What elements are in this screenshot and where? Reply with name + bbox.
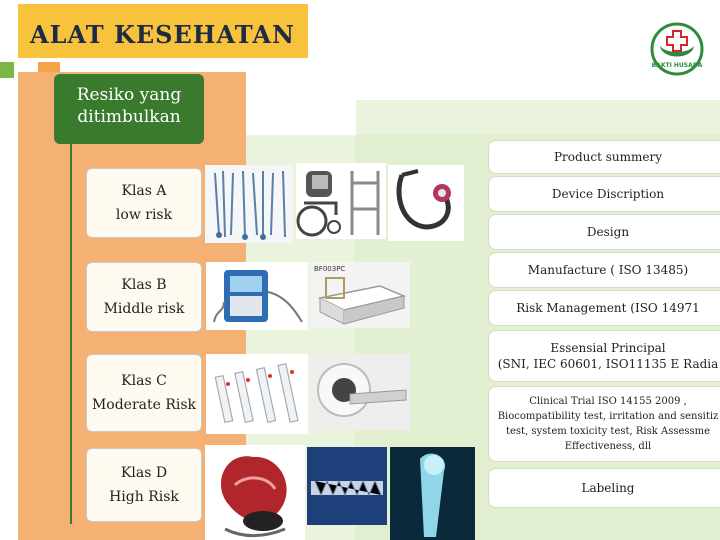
stage-clinical-trial <box>488 386 720 462</box>
class-d-risk: High Risk <box>109 489 179 505</box>
stage-labeling <box>488 468 720 508</box>
stage-risk-management <box>488 290 720 326</box>
stage-essensial-line2: (SNI, IEC 60601, ISO11135 E Radia <box>497 357 719 371</box>
stent-image <box>307 447 387 525</box>
stage-product-summery <box>488 140 720 174</box>
stage-design <box>488 214 720 250</box>
page-title: ALAT KESEHATAN <box>30 20 295 49</box>
risk-header-box <box>54 74 204 144</box>
stage-labeling-label: Labeling <box>581 481 635 495</box>
stage-device-discription-label: Device Discription <box>551 187 665 201</box>
class-c-label: Klas C <box>121 373 167 389</box>
wheelchair-image <box>296 163 344 239</box>
stage-device-discription <box>488 176 720 212</box>
connector-line <box>70 144 72 524</box>
syringes-image <box>206 354 308 434</box>
class-c-risk: Moderate Risk <box>91 397 197 413</box>
stage-essensial-line1: Essensial Principal <box>550 341 666 355</box>
surgical-instruments-image <box>205 165 293 243</box>
class-b-box <box>86 262 202 332</box>
stethoscope-image <box>388 165 464 241</box>
stage-panel-white <box>246 100 356 135</box>
ct-scanner-image <box>310 354 410 430</box>
class-c-box <box>86 354 202 432</box>
infusion-pump-image <box>206 262 308 330</box>
stage-risk-management-label: Risk Management (ISO 14971 <box>516 301 700 315</box>
class-a-risk: low risk <box>115 207 173 223</box>
bed-model-label: BF003PC <box>314 265 346 273</box>
stage-essensial-principal <box>488 330 720 382</box>
class-d-label: Klas D <box>120 465 168 481</box>
walker-image <box>344 163 386 239</box>
stage-manufacture-label: Manufacture ( ISO 13485) <box>527 263 689 277</box>
decor-square-green <box>0 62 14 78</box>
class-a-label: Klas A <box>121 183 167 199</box>
risk-header-line2: ditimbulkan <box>77 107 181 127</box>
stage-manufacture <box>488 252 720 288</box>
stage-clinical-line3: test, system toxicity test, Risk Assessme <box>505 426 711 437</box>
stage-design-label: Design <box>586 225 630 239</box>
logo-text: BAKTI HUSADA <box>651 62 703 69</box>
stage-clinical-line1: Clinical Trial ISO 14155 2009 , <box>529 396 687 407</box>
hospital-bed-image <box>310 262 410 328</box>
class-b-risk: Middle risk <box>103 301 185 317</box>
hip-implant-xray-image <box>390 447 475 540</box>
class-d-box <box>86 448 202 522</box>
heart-pump-image <box>205 445 305 540</box>
class-b-label: Klas B <box>121 277 167 293</box>
stage-clinical-line2: Biocompatibility test, irritation and sensitiz <box>497 411 719 422</box>
bakti-husada-logo <box>650 20 704 78</box>
risk-header-line1: Resiko yang <box>76 85 182 105</box>
stage-product-summery-label: Product summery <box>553 150 663 164</box>
stage-clinical-line4: Effectiveness, dll <box>564 441 652 452</box>
class-a-box <box>86 168 202 238</box>
